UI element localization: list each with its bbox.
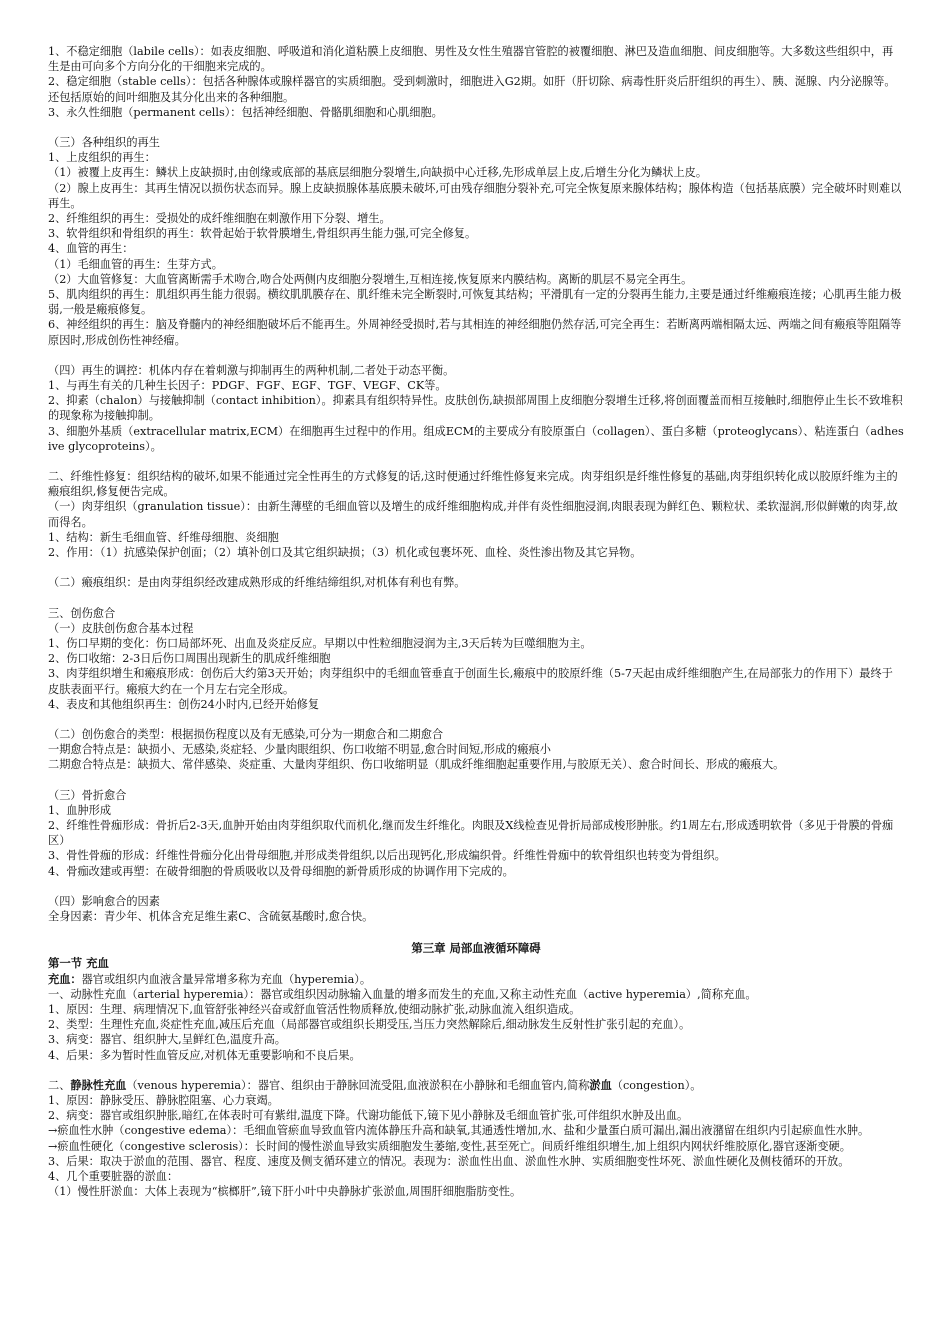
paragraph: 二、纤维性修复：组织结构的破坏,如果不能通过完全性再生的方式修复的话,这时便通过纤维性修复来完成。肉芽组织是纤维性修复的基础,肉芽组织转化成以胶原纤维为主的瘢痕组织,修复便告完成。 bbox=[48, 470, 898, 499]
paragraph: （三）骨折愈合 bbox=[48, 788, 127, 802]
paragraph: 4、几个重要脏器的淤血： bbox=[48, 1170, 179, 1183]
paragraph: （一）肉芽组织（granulation tissue）：由新生薄壁的毛细血管以及增生的成纤维细胞构成,并伴有炎性细胞浸润,肉眼表现为鲜红色、颗粒状、柔软湿润,形似鲜嫩的肉芽,故而得名。 bbox=[48, 500, 898, 529]
paragraph: （二）瘢痕组织：是由肉芽组织经改建成熟形成的纤维结缔组织,对机体有利也有弊。 bbox=[48, 576, 466, 590]
paragraph: （四）影响愈合的因素 bbox=[48, 894, 160, 908]
paragraph: （1）毛细血管的再生：生芽方式。 bbox=[48, 257, 223, 271]
paragraph: 3、软骨组织和骨组织的再生：软骨起始于软骨膜增生,骨组织再生能力强,可完全修复。 bbox=[48, 227, 477, 241]
paragraph-gap bbox=[48, 712, 904, 727]
paragraph: 3、永久性细胞（permanent cells）：包括神经细胞、骨骼肌细胞和心肌细胞。 bbox=[48, 105, 443, 119]
chapter-title: 第三章 局部血液循环障碍 bbox=[411, 941, 541, 956]
paragraph: →瘀血性水肿（congestive edema）：毛细血管瘀血导致血管内流体静压升高和缺氧,其通透性增加,水、盐和少量蛋白质可漏出,漏出液潴留在组织内引起瘀血性水肿。 bbox=[48, 1124, 870, 1138]
paragraph: （一）皮肤创伤愈合基本过程 bbox=[48, 621, 194, 635]
paragraph: 4、血管的再生： bbox=[48, 242, 134, 256]
paragraph: 2、类型：生理性充血,炎症性充血,减压后充血（局部器官或组织长期受压,当压力突然解除后,细动脉发生反射性扩张引起的充血）。 bbox=[48, 1018, 691, 1032]
paragraph: 一、动脉性充血（arterial hyperemia）：器官或组织因动脉输入血量的增多而发生的充血,又称主动性充血（active hyperemia）,简称充血。 bbox=[48, 987, 757, 1001]
term-bold: 静脉性充血 bbox=[70, 1078, 127, 1092]
paragraph: 1、原因：生理、病理情况下,血管舒张神经兴奋或舒血管活性物质释放,使细动脉扩张,动脉血流入组织造成。 bbox=[48, 1002, 581, 1016]
paragraph: 3、病变：器官、组织肿大,呈鲜红色,温度升高。 bbox=[48, 1033, 286, 1047]
paragraph: 2、作用：（1）抗感染保护创面；（2）填补创口及其它组织缺损；（3）机化或包裹坏死、血栓、炎性渗出物及其它异物。 bbox=[48, 546, 642, 560]
paragraph: 全身因素：青少年、机体含充足维生素C、含硫氨基酸时,愈合快。 bbox=[48, 909, 374, 923]
paragraph-fragment: 二、 bbox=[48, 1078, 71, 1092]
paragraph: 4、骨痂改建或再塑：在破骨细胞的骨质吸收以及骨母细胞的新骨质形成的协调作用下完成的。 bbox=[48, 864, 514, 878]
paragraph: 3、后果：取决于淤血的范围、器官、程度、速度及侧支循环建立的情况。表现为：淤血性出血、淤血性水肿、实质细胞变性坏死、淤血性硬化及侧枝循环的开放。 bbox=[48, 1154, 850, 1168]
paragraph-fragment: （congestion）。 bbox=[611, 1078, 702, 1092]
paragraph: 5、肌肉组织的再生：肌组织再生能力很弱。横纹肌肌膜存在、肌纤维未完全断裂时,可恢复其结构；平滑肌有一定的分裂再生能力,主要是通过纤维瘢痕连接；心肌再生能力极弱,一般是瘢痕修复。 bbox=[48, 288, 902, 317]
paragraph: 2、纤维性骨痂形成：骨折后2-3天,血肿开始由肉芽组织取代而机化,继而发生纤维化。肉眼及X线检查见骨折局部成梭形肿胀。约1周左右,形成透明软骨（多见于骨膜的骨痂区） bbox=[48, 818, 894, 848]
paragraph: 三、创伤愈合 bbox=[48, 606, 116, 620]
paragraph-gap bbox=[48, 120, 904, 135]
paragraph-gap bbox=[48, 773, 904, 788]
paragraph-gap bbox=[48, 560, 904, 575]
paragraph-gap bbox=[48, 879, 904, 894]
paragraph: 2、伤口收缩：2-3日后伤口周围出现新生的肌成纤维细胞 bbox=[48, 652, 331, 666]
paragraph: 4、后果：多为暂时性血管反应,对机体无重要影响和不良后果。 bbox=[48, 1048, 361, 1062]
paragraph: 2、病变：器官或组织肿胀,暗红,在体表时可有紫绀,温度下降。代谢功能低下,镜下见小静脉及毛细血管扩张,可伴组织水肿及出血。 bbox=[48, 1109, 689, 1123]
paragraph: 二期愈合特点是：缺损大、常伴感染、炎症重、大量肉芽组织、伤口收缩明显（肌成纤维细胞起重要作用,与胶原无关）、愈合时间长、形成的瘢痕大。 bbox=[48, 758, 785, 772]
paragraph-fragment: （venous hyperemia）：器官、组织由于静脉回流受阻,血液淤积在小静脉和毛细血管内,简称 bbox=[126, 1078, 590, 1092]
paragraph: 3、骨性骨痂的形成：纤维性骨痂分化出骨母细胞,并形成类骨组织,以后出现钙化,形成编织骨。纤维性骨痂中的软骨组织也转变为骨组织。 bbox=[48, 849, 726, 863]
paragraph: 2、纤维组织的再生：受损处的成纤维细胞在刺激作用下分裂、增生。 bbox=[48, 212, 391, 226]
section-title: 第一节 充血 bbox=[48, 956, 109, 971]
term-bold: 淤血 bbox=[589, 1078, 612, 1092]
paragraph: 2、抑素（chalon）与接触抑制（contact inhibition）。抑素具有组织特异性。皮肤创伤,缺损部周围上皮细胞分裂增生迁移,将创面覆盖而相互接触时,细胞停止生长不致堆积的现象称为接触抑制。 bbox=[48, 394, 903, 423]
term-bold: 充血： bbox=[48, 972, 82, 986]
paragraph: 4、表皮和其他组织再生：创伤24小时内,已经开始修复 bbox=[48, 697, 320, 711]
paragraph: 3、细胞外基质（extracellular matrix,ECM）在细胞再生过程中的作用。组成ECM的主要成分有胶原蛋白（collagen）、蛋白多糖（proteoglycans）、粘连蛋白（adhesive glycoproteins）。 bbox=[48, 424, 904, 453]
paragraph: （1）被覆上皮再生：鳞状上皮缺损时,由创缘或底部的基底层细胞分裂增生,向缺损中心迁移,先形成单层上皮,后增生分化为鳞状上皮。 bbox=[48, 166, 708, 180]
paragraph: 1、不稳定细胞（labile cells）：如表皮细胞、呼吸道和消化道粘膜上皮细胞、男性及女性生殖器官管腔的被覆细胞、淋巴及造血细胞、间皮细胞等。大多数这些组织中，再生是由可向多个方向分化的干细胞来完成的。 bbox=[48, 45, 894, 74]
paragraph: （1）慢性肝淤血：大体上表现为“槟榔肝”,镜下肝小叶中央静脉扩张淤血,周围肝细胞脂肪变性。 bbox=[48, 1185, 522, 1199]
paragraph bbox=[48, 1078, 904, 1093]
paragraph: 3、肉芽组织增生和瘢痕形成：创伤后大约第3天开始；肉芽组织中的毛细血管垂直于创面生长,瘢痕中的胶原纤维（5-7天起由成纤维细胞产生,在局部张力的作用下）最终于皮肤表面平行。瘢痕大约在一个月左右完全形成。 bbox=[48, 667, 893, 696]
paragraph: （二）创伤愈合的类型：根据损伤程度以及有无感染,可分为一期愈合和二期愈合 bbox=[48, 727, 444, 741]
paragraph: 1、结构：新生毛细血管、纤维母细胞、炎细胞 bbox=[48, 530, 279, 544]
paragraph: 1、与再生有关的几种生长因子：PDGF、FGF、EGF、TGF、VEGF、CK等。 bbox=[48, 379, 447, 393]
paragraph: （三）各种组织的再生 bbox=[48, 136, 160, 150]
paragraph-gap bbox=[48, 1063, 904, 1078]
paragraph: 6、神经组织的再生：脑及脊髓内的神经细胞破坏后不能再生。外周神经受损时,若与其相连的神经细胞仍然存活,可完全再生：若断离两端相隔太远、两端之间有瘢痕等阻隔等原因时,形成创伤性神经瘤。 bbox=[48, 318, 902, 347]
paragraph: →瘀血性硬化（congestive sclerosis）：长时间的慢性淤血导致实质细胞发生萎缩,变性,甚至死亡。间质纤维组织增生,加上组织内网状纤维胶原化,器官逐渐变硬。 bbox=[48, 1139, 851, 1153]
paragraph bbox=[48, 972, 904, 987]
paragraph: 1、上皮组织的再生： bbox=[48, 151, 156, 165]
paragraph: （四）再生的调控：机体内存在着刺激与抑制再生的两种机制,二者处于动态平衡。 bbox=[48, 363, 455, 377]
paragraph: （2）腺上皮再生：其再生情况以损伤状态而异。腺上皮缺损腺体基底膜未破坏,可由残存细胞分裂补充,可完全恢复原来腺体结构；腺体构造（包括基底膜）完全破坏时则难以再生。 bbox=[48, 181, 902, 210]
paragraph: 2、稳定细胞（stable cells）：包括各种腺体或腺样器官的实质细胞。受到刺激时，细胞进入G2期。如肝（肝切除、病毒性肝炎后肝组织的再生）、胰、涎腺、内分泌腺等。还包括原始的间叶细胞及其分化出来的各种细胞。 bbox=[48, 75, 896, 104]
paragraph-gap bbox=[48, 591, 904, 606]
paragraph: 1、原因：静脉受压、静脉腔阻塞、心力衰竭。 bbox=[48, 1093, 279, 1107]
paragraph: 一期愈合特点是：缺损小、无感染,炎症轻、少量肉眼组织、伤口收缩不明显,愈合时间短,形成的瘢痕小 bbox=[48, 743, 551, 757]
term-definition: 器官或组织内血液含量异常增多称为充血（hyperemia）。 bbox=[81, 972, 372, 986]
paragraph: 1、伤口早期的变化：伤口局部坏死、出血及炎症反应。早期以中性粒细胞浸润为主,3天后转为巨噬细胞为主。 bbox=[48, 636, 592, 650]
paragraph-gap bbox=[48, 348, 904, 363]
paragraph-gap bbox=[48, 454, 904, 469]
paragraph: （2）大血管修复：大血管离断需手术吻合,吻合处两侧内皮细胞分裂增生,互相连接,恢复原来内膜结构。离断的肌层不易完全再生。 bbox=[48, 272, 693, 286]
paragraph: 1、血肿形成 bbox=[48, 803, 112, 817]
paragraph-gap bbox=[48, 924, 904, 939]
